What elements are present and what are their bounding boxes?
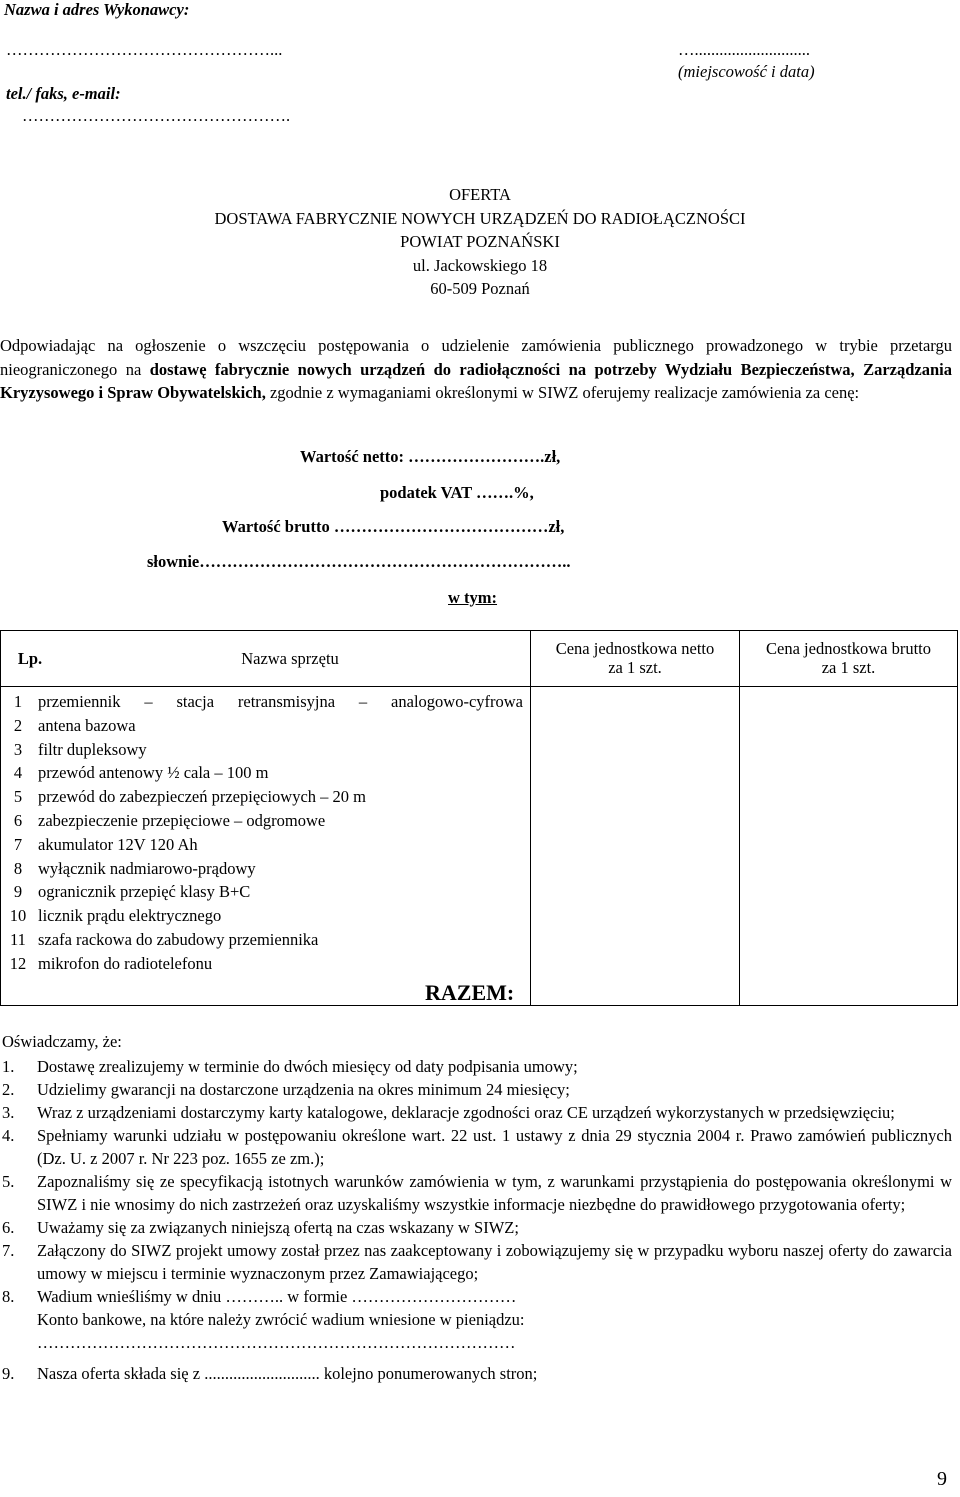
place-date-field[interactable]: …............................ [678,40,810,59]
declaration-item [2,1285,952,1362]
row-lp: 3 [13,739,23,759]
intro-text-1: Odpowiadając na ogłoszenie o wszczęciu postępowania o udzielenie zamówienia publicznego prowadzonego w trybie przetargu nieograniczonego na [0,336,952,379]
declaration-text: Spełniamy warunki udziału w postępowaniu określone wart. 22 ust. 1 ustawy z dnia 29 stycznia 2004 r. Prawo zamówień publicznych (Dz. U. z 2007 r. Nr 223 poz. 1655 ze zm.); [37,1126,952,1168]
page-number: 9 [937,1468,947,1490]
col-netto-header-line2: za 1 szt. [608,658,662,677]
row-item-word: – [358,692,368,711]
contact-field[interactable]: …………………………………………. [22,106,291,125]
declaration-text: Udzielimy gwarancji na dostarczone urządzenia na okres minimum 24 miesięcy; [37,1080,570,1099]
declaration-item [2,1124,952,1170]
brutto-prices-cell[interactable] [739,686,958,1006]
row-item-name: filtr dupleksowy [38,739,147,759]
row-lp: 12 [9,953,27,973]
row-lp: 7 [13,834,23,854]
col-netto-header-line1: Cena jednostkowa netto [555,639,715,658]
declaration-number: 4. [2,1126,15,1145]
total-label: RAZEM: [425,980,515,1005]
row-item-name: przewód do zabezpieczeń przepięciowych – 20 m [38,787,367,807]
table-row [3,928,527,952]
declaration-item [2,1170,952,1216]
offer-title-block [0,183,960,301]
offer-subject: DOSTAWA FABRYCZNIE NOWYCH URZĄDZEŃ DO RADIOŁĄCZNOŚCI [214,208,746,228]
declaration-number: 3. [2,1103,15,1122]
row-item-name: akumulator 12V 120 Ah [38,834,198,854]
row-item-word: – [144,692,153,711]
gross-value-field[interactable]: Wartość brutto …………………………………zł, [222,517,565,536]
table-row [3,785,527,809]
table-row [3,690,527,714]
row-item-name: ogranicznik przepięć klasy B+C [38,882,251,902]
buyer-name: POWIAT POZNAŃSKI [400,232,560,251]
row-item-name: zabezpieczenie przepięciowe – odgromowe [38,810,326,830]
col-netto-header [530,639,740,677]
buyer-city: 60-509 Poznań [430,279,530,298]
declarations [2,1030,952,1385]
declaration-number: 8. [2,1287,15,1306]
row-lp: 1 [13,692,23,711]
declaration-item [2,1239,952,1285]
breakdown-label: w tym: [448,588,498,607]
row-item-name: przewód antenowy ½ cala – 100 m [38,763,269,783]
row-lp: 9 [13,882,23,902]
value-in-words-field[interactable]: słownie………………………………………………………….. [147,552,571,571]
declaration-number: 1. [2,1057,15,1076]
buyer-street: ul. Jackowskiego 18 [412,255,548,275]
row-item-name: mikrofon do radiotelefonu [38,953,213,973]
declaration-item [2,1101,952,1124]
row-item-word: stacja [176,692,215,711]
declaration-text: Wadium wnieśliśmy w dniu ……….. w formie ………………………… [37,1287,517,1306]
netto-prices-cell[interactable] [530,686,740,1006]
col-lp-header: Lp. [17,649,43,668]
intro-paragraph [0,334,952,405]
declaration-number: 7. [2,1241,15,1260]
table-row [3,952,527,976]
row-lp: 8 [13,858,23,878]
row-item-word: przemiennik [38,692,121,711]
col-brutto-header [739,639,958,677]
row-item-name [38,690,523,714]
table-row [3,738,527,762]
table-row [3,880,527,904]
declaration-text: Nasza oferta składa się z ............................ kolejno ponumerowanych stron; [37,1364,538,1383]
row-item-name: wyłącznik nadmiarowo-prądowy [38,858,256,878]
row-item-word: analogowo-cyfrowa [391,692,523,711]
intro-text-bold: dostawę fabrycznie nowych urządzeń do radiołączności na potrzeby Wydziału Bezpieczeństwa, Zarządzania Kryzysowego i Spraw Obywatelskich, [0,359,952,402]
vat-field[interactable]: podatek VAT …….%, [380,483,534,502]
row-item-name: szafa rackowa do zabudowy przemiennika [38,929,319,949]
declaration-number: 5. [2,1172,15,1191]
spacer [37,1354,952,1362]
table-row [3,857,527,881]
intro-text-2: zgodnie z wymaganiami określonymi w SIWZ oferujemy realizacje zamówienia za cenę: [265,383,860,402]
declaration-item [2,1055,952,1078]
table-row [3,809,527,833]
declaration-text: Wraz z urządzeniami dostarczymy karty katalogowe, deklaracje zgodności oraz CE urządzeń wykorzystanych w przedsięwzięciu; [37,1103,895,1122]
row-lp: 2 [13,715,23,735]
row-lp: 10 [9,906,27,926]
row-lp: 11 [10,929,26,949]
bank-account-label: Konto bankowe, na które należy zwrócić wadium wniesione w pieniądzu: [37,1310,525,1329]
declarations-list [2,1055,952,1385]
row-item-name: licznik prądu elektrycznego [38,906,222,926]
bank-account-field[interactable]: …………………………………………………………………………… [37,1333,516,1352]
table-row [3,714,527,738]
declaration-text: Zapoznaliśmy się ze specyfikacją istotnych warunków zamówienia w tym, z warunkami przystąpienia do postępowania określonymi w SIWZ i nie wnosimy do nich zastrzeżeń oraz uzyskaliśmy wszystkie informacje niezbędne do prawidłowego przygotowania oferty; [37,1172,952,1214]
items-list [3,690,527,976]
table-row [3,761,527,785]
offer-title: OFERTA [449,185,511,204]
row-lp: 4 [13,763,23,783]
declaration-number: 6. [2,1218,15,1237]
declaration-item [2,1362,952,1385]
declaration-text: Dostawę zrealizujemy w terminie do dwóch miesięcy od daty podpisania umowy; [37,1057,578,1076]
row-lp: 6 [13,810,23,830]
declarations-intro: Oświadczamy, że: [2,1032,122,1051]
place-date-label: (miejscowość i data) [678,62,815,81]
row-lp: 5 [13,787,23,807]
declaration-text: Uważamy się za związanych niniejszą ofertą na czas wskazany w SIWZ; [37,1218,519,1237]
contractor-name-field[interactable]: …………………………………………... [6,40,283,59]
row-item-name: antena bazowa [38,715,136,735]
table-row [3,833,527,857]
col-name-header: Nazwa sprzętu [241,649,339,668]
declaration-text: Załączony do SIWZ projekt umowy został przez nas zaakceptowany i zobowiązujemy się w przypadku wyboru naszej oferty do zawarcia umowy w miejscu i terminie wyznaczonym przez Zamawiającego; [37,1241,952,1283]
table-row [3,904,527,928]
declaration-item [2,1216,952,1239]
row-item-word: retransmisyjna [237,692,336,711]
declaration-number: 2. [2,1080,15,1099]
net-value-field[interactable]: Wartość netto: …………………….zł, [300,447,561,466]
declaration-number: 9. [2,1364,15,1383]
contractor-header: Nazwa i adres Wykonawcy: [4,0,190,19]
declaration-item [2,1078,952,1101]
contact-label: tel./ faks, e-mail: [6,84,121,103]
col-brutto-header-line2: za 1 szt. [821,658,876,677]
col-brutto-header-line1: Cena jednostkowa brutto [766,639,931,658]
